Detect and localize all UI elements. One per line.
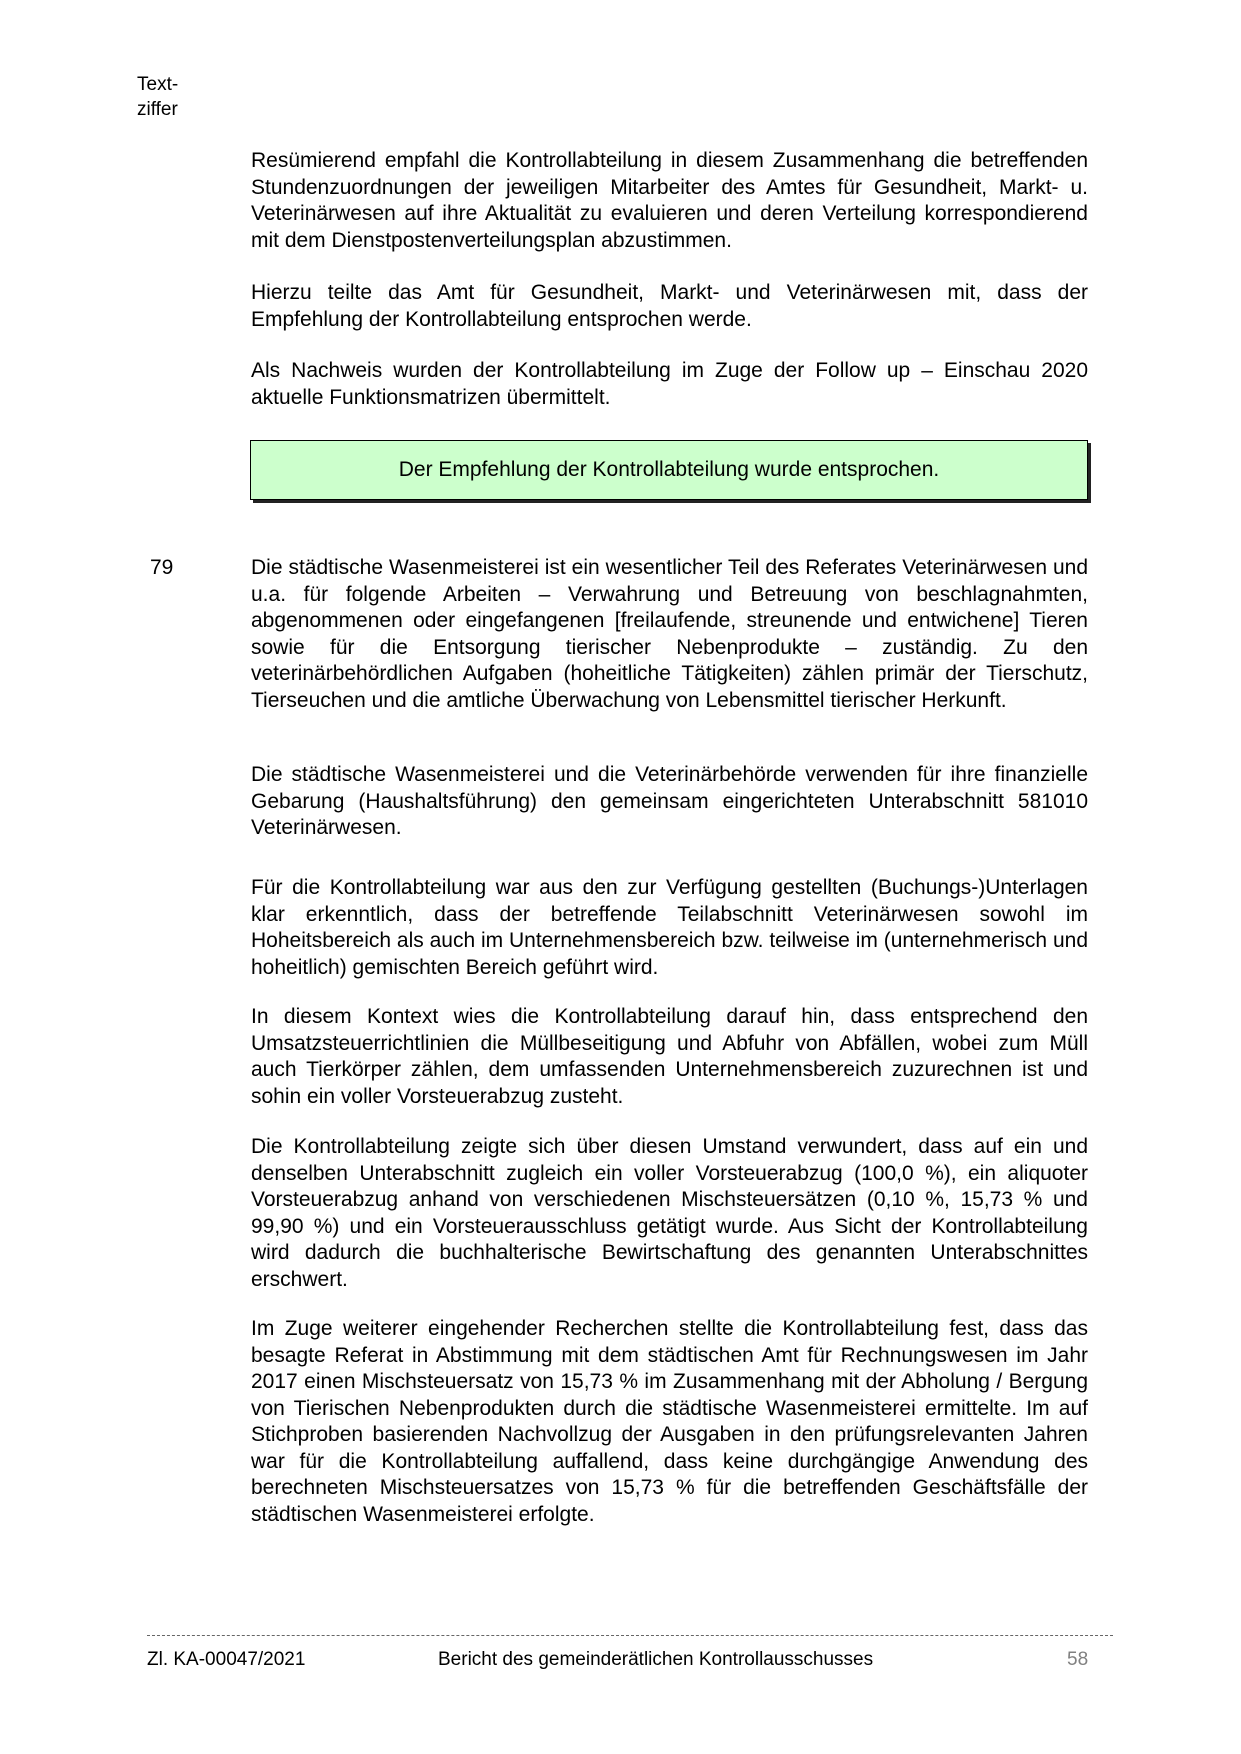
paragraph-79-3: Für die Kontrollabteilung war aus den zur Verfügung gestellten (Buchungs-)Unterlagen klar erkenntlich, dass der betreffende Teilabschnitt Veterinärwesen sowohl im Hoheitsbereich als auch im Unternehmensbereich bzw. teilweise im (unternehmerisch und hoheitlich) gemischten Bereich geführt wird. [251, 876, 1088, 979]
margin-label-line-1: Text- [137, 74, 179, 95]
paragraph-top-2: Hierzu teilte das Amt für Gesundheit, Markt- und Veterinärwesen mit, dass der Empfehlung der Kontrollabteilung entsprochen werde. [251, 281, 1088, 331]
paragraph-79-2: Die städtische Wasenmeisterei und die Veterinärbehörde verwenden für ihre finanzielle Gebarung (Haushaltsführung) den gemeinsam eingerichteten Unterabschnitt 581010 Veterinärwesen. [251, 763, 1088, 839]
textziffer-number: 79 [150, 556, 174, 579]
recommendation-callout [250, 440, 1088, 500]
callout-text: Der Empfehlung der Kontrollabteilung wurde entsprochen. [398, 458, 940, 481]
page-number: 58 [1067, 1649, 1089, 1670]
footer-title: Bericht des gemeinderätlichen Kontrollausschusses [438, 1649, 874, 1670]
paragraph-79-1: Die städtische Wasenmeisterei ist ein wesentlicher Teil des Referates Veterinärwesen und u.a. für folgende Arbeiten – Verwahrung und Betreuung von beschlagnahmten, abgenommenen oder eingefangenen [freilaufende, streunende und entwichene] Tieren sowie für die Entsorgung tierischer Nebenprodukte – zuständig. Zu den veterinärbehördlichen Aufgaben (hoheitliche Tätigkeiten) zählen primär der Tierschutz, Tierseuchen und die amtliche Überwachung von Lebensmittel tierischer Herkunft. [251, 556, 1088, 712]
footer-reference: Zl. KA-00047/2021 [147, 1649, 306, 1670]
paragraph-top-1: Resümierend empfahl die Kontrollabteilung in diesem Zusammenhang die betreffenden Stundenzuordnungen der jeweiligen Mitarbeiter des Amtes für Gesundheit, Markt- u. Veterinärwesen auf ihre Aktualität zu evaluieren und deren Verteilung korrespondierend mit dem Dienstpostenverteilungsplan abzustimmen. [251, 149, 1088, 252]
paragraph-79-5: Die Kontrollabteilung zeigte sich über diesen Umstand verwundert, dass auf ein und denselben Unterabschnitt zugleich ein voller Vorsteuerabzug (100,0 %), ein aliquoter Vorsteuerabzug anhand von verschiedenen Mischsteuersätzen (0,10 %, 15,73 % und 99,90 %) und ein Vorsteuerausschluss getätigt wurde. Aus Sicht der Kontrollabteilung wird dadurch die buchhalterische Bewirtschaftung des genannten Unterabschnittes erschwert. [251, 1135, 1088, 1291]
paragraph-79-4: In diesem Kontext wies die Kontrollabteilung darauf hin, dass entsprechend den Umsatzsteuerrichtlinien die Müllbeseitigung und Abfuhr von Abfällen, wobei zum Müll auch Tierkörper zählen, dem umfassenden Unternehmensbereich zuzurechnen ist und sohin ein voller Vorsteuerabzug zusteht. [251, 1005, 1088, 1108]
paragraph-79-6: Im Zuge weiterer eingehender Recherchen stellte die Kontrollabteilung fest, dass das besagte Referat in Abstimmung mit dem städtischen Amt für Rechnungswesen im Jahr 2017 einen Mischsteuersatz von 15,73 % im Zusammenhang mit der Abholung / Bergung von Tierischen Nebenprodukten durch die städtische Wasenmeisterei ermittelte. Im auf Stichproben basierenden Nachvollzug der Ausgaben in den prüfungsrelevanten Jahren war für die Kontrollabteilung auffallend, dass keine durchgängige Anwendung des berechneten Mischsteuersatzes von 15,73 % für die betreffenden Geschäftsfälle der städtischen Wasenmeisterei erfolgte. [251, 1317, 1088, 1526]
margin-label [137, 72, 178, 122]
paragraph-top-3: Als Nachweis wurden der Kontrollabteilung im Zuge der Follow up – Einschau 2020 aktuelle Funktionsmatrizen übermittelt. [251, 359, 1088, 409]
footer-divider [147, 1635, 1113, 1636]
margin-label-line-2: ziffer [137, 99, 178, 120]
